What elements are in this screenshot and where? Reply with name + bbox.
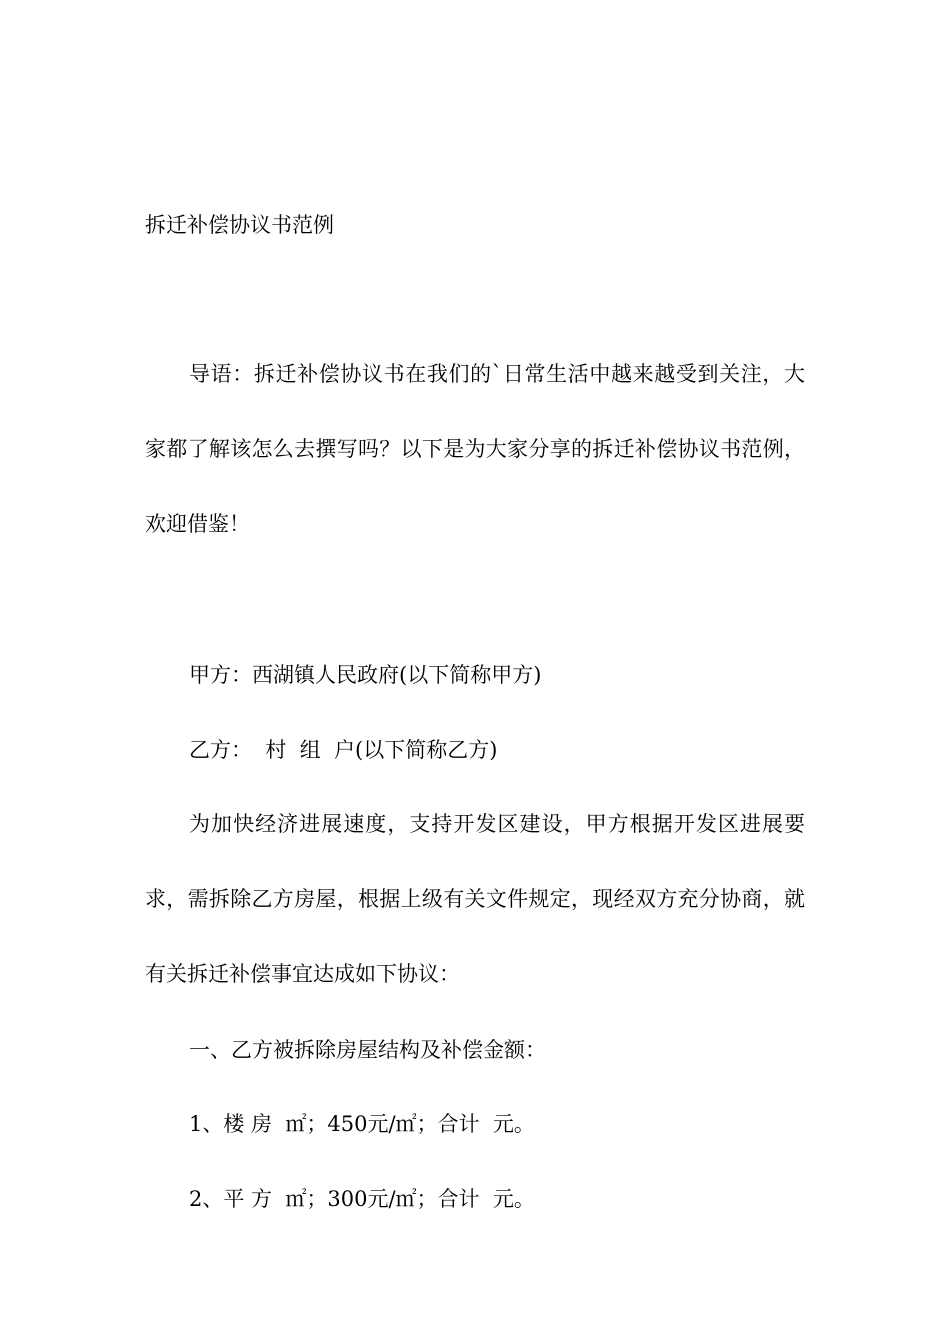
document-title: 拆迁补偿协议书范例 <box>145 213 334 237</box>
preamble-paragraph: 为加快经济进展速度，支持开发区建设，甲方根据开发区进展要求，需拆除乙方房屋，根据上级有关文件规定，现经双方充分协商，就有关拆迁补偿事宜达成如下协议： <box>145 812 805 986</box>
compensation-item-1: 1、楼 房 ㎡；450元/㎡；合计 元。 <box>189 1112 535 1136</box>
compensation-item-2: 2、平 方 ㎡；300元/㎡；合计 元。 <box>189 1187 535 1211</box>
party-a-line: 甲方：西湖镇人民政府(以下简称甲方) <box>189 663 542 687</box>
section-1-heading: 一、乙方被拆除房屋结构及补偿金额： <box>189 1038 546 1062</box>
intro-paragraph: 导语：拆迁补偿协议书在我们的`日常生活中越来越受到关注，大家都了解该怎么去撰写吗？以下是为大家分享的拆迁补偿协议书范例，欢迎借鉴！ <box>145 362 805 536</box>
party-b-line: 乙方： 村 组 户(以下简称乙方) <box>189 738 498 762</box>
